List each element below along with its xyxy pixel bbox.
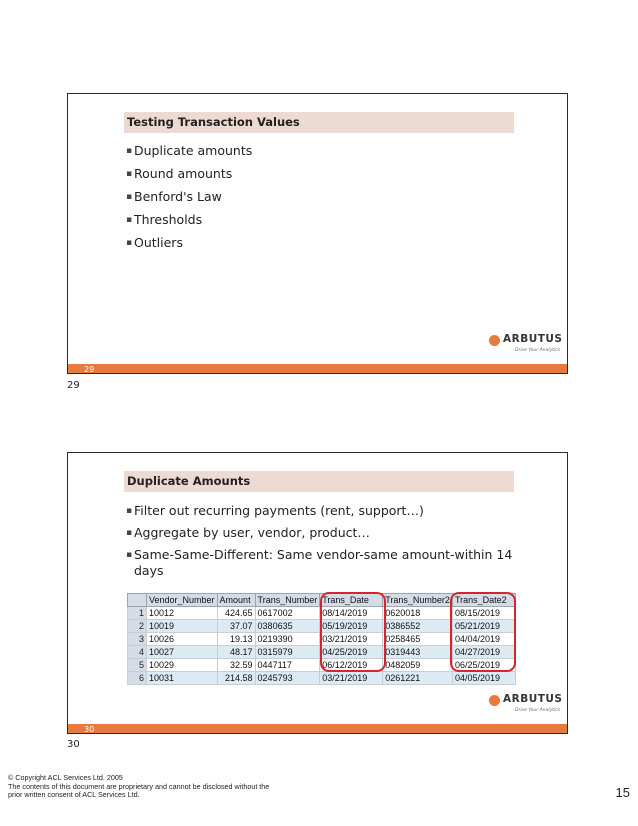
table-cell: 06/12/2019	[320, 659, 383, 672]
table-cell: 19.13	[217, 633, 255, 646]
bullet-icon: ▪	[126, 169, 133, 179]
corner-cell	[128, 594, 147, 607]
bullet-item: ▪ Aggregate by user, vendor, product…	[126, 525, 370, 540]
table-cell: 48.17	[217, 646, 255, 659]
table-cell: 0261221	[383, 672, 453, 685]
row-number-cell: 6	[128, 672, 147, 685]
slide-title: Testing Transaction Values	[124, 112, 514, 133]
table-cell: 0617002	[255, 607, 320, 620]
bullet-icon: ▪	[126, 238, 133, 248]
logo-circle-icon	[489, 335, 500, 346]
table-cell: 0219390	[255, 633, 320, 646]
bullet-icon: ▪	[126, 146, 133, 156]
logo-text: ARBUTUS	[503, 693, 563, 705]
table-cell: 37.07	[217, 620, 255, 633]
table-cell: 08/14/2019	[320, 607, 383, 620]
table-cell: 04/27/2019	[452, 646, 515, 659]
bullet-item: ▪ Filter out recurring payments (rent, support…)	[126, 503, 424, 518]
table-cell: 06/25/2019	[452, 659, 515, 672]
bullet-icon: ▪	[126, 550, 133, 560]
bullet-list	[126, 503, 526, 585]
bullet-item: ▪ Round amounts	[126, 166, 233, 181]
table-cell: 0482059	[383, 659, 453, 672]
table-cell: 10029	[147, 659, 218, 672]
trans-date2-highlight	[450, 592, 516, 672]
table-cell: 10012	[147, 607, 218, 620]
table-cell: 0245793	[255, 672, 320, 685]
table-cell: 0386552	[383, 620, 453, 633]
table-cell: 10019	[147, 620, 218, 633]
table-cell: 10027	[147, 646, 218, 659]
table-cell: 0315979	[255, 646, 320, 659]
column-header: Vendor_Number	[147, 594, 218, 607]
slide-caption: 29	[67, 380, 80, 391]
row-number-cell: 3	[128, 633, 147, 646]
table-cell: 10031	[147, 672, 218, 685]
table-cell: 05/21/2019	[452, 620, 515, 633]
logo-tagline: Drive Your Analytics	[515, 348, 561, 353]
table-cell: 0319443	[383, 646, 453, 659]
logo-circle-icon	[489, 695, 500, 706]
bullet-icon: ▪	[126, 215, 133, 225]
logo-text: ARBUTUS	[503, 333, 563, 345]
row-number-cell: 2	[128, 620, 147, 633]
table-cell: 04/04/2019	[452, 633, 515, 646]
trans-date-highlight	[320, 592, 386, 672]
bullet-item: ▪ Thresholds	[126, 212, 203, 227]
row-number-cell: 4	[128, 646, 147, 659]
table-cell: 04/25/2019	[320, 646, 383, 659]
copyright-line: prior written consent of ACL Services Ltd.	[8, 790, 140, 800]
bullet-item: ▪ Benford's Law	[126, 189, 222, 204]
column-header: Trans_Number2	[383, 594, 453, 607]
table-cell: 214.58	[217, 672, 255, 685]
table-cell: 0258465	[383, 633, 453, 646]
table-cell: 0380635	[255, 620, 320, 633]
arbutus-logo	[489, 693, 563, 717]
table-cell: 03/21/2019	[320, 633, 383, 646]
slide-footer-bar	[68, 724, 567, 733]
slide-footer-number: 30	[84, 725, 95, 734]
table-row	[128, 672, 516, 685]
slide-title: Duplicate Amounts	[124, 471, 514, 492]
row-number-cell: 5	[128, 659, 147, 672]
page-number: 15	[615, 785, 630, 800]
copyright-notice	[8, 774, 269, 800]
slide-30	[67, 452, 568, 734]
bullet-icon: ▪	[126, 506, 133, 516]
table-cell: 0620018	[383, 607, 453, 620]
table-cell: 04/05/2019	[452, 672, 515, 685]
column-header: Trans_Date2	[452, 594, 515, 607]
copyright-line: © Copyright ACL Services Ltd. 2005	[8, 773, 123, 782]
bullet-item: ▪ Outliers	[126, 235, 183, 250]
bullet-item: ▪ Duplicate amounts	[126, 143, 253, 158]
table-cell: 08/15/2019	[452, 607, 515, 620]
logo-tagline: Drive Your Analytics	[515, 708, 561, 713]
arbutus-logo	[489, 333, 563, 357]
copyright-line: The contents of this document are proprietary and cannot be disclosed without the	[8, 781, 270, 791]
slide-footer-number: 29	[84, 365, 95, 374]
table-cell: 32.59	[217, 659, 255, 672]
column-header: Trans_Number	[255, 594, 320, 607]
table-cell: 05/19/2019	[320, 620, 383, 633]
table-cell: 0447117	[255, 659, 320, 672]
column-header: Amount	[217, 594, 255, 607]
slide-footer-bar	[68, 364, 567, 373]
bullet-item: ▪ Same-Same-Different: Same vendor-same amount-within 14 days	[126, 547, 513, 578]
slide-caption: 30	[67, 739, 80, 750]
column-header: Trans_Date	[320, 594, 383, 607]
table-cell: 10026	[147, 633, 218, 646]
table-cell: 424.65	[217, 607, 255, 620]
bullet-icon: ▪	[126, 192, 133, 202]
row-number-cell: 1	[128, 607, 147, 620]
slide-29	[67, 93, 568, 374]
bullet-icon: ▪	[126, 528, 133, 538]
bullet-list	[126, 143, 526, 258]
table-cell: 03/21/2019	[320, 672, 383, 685]
